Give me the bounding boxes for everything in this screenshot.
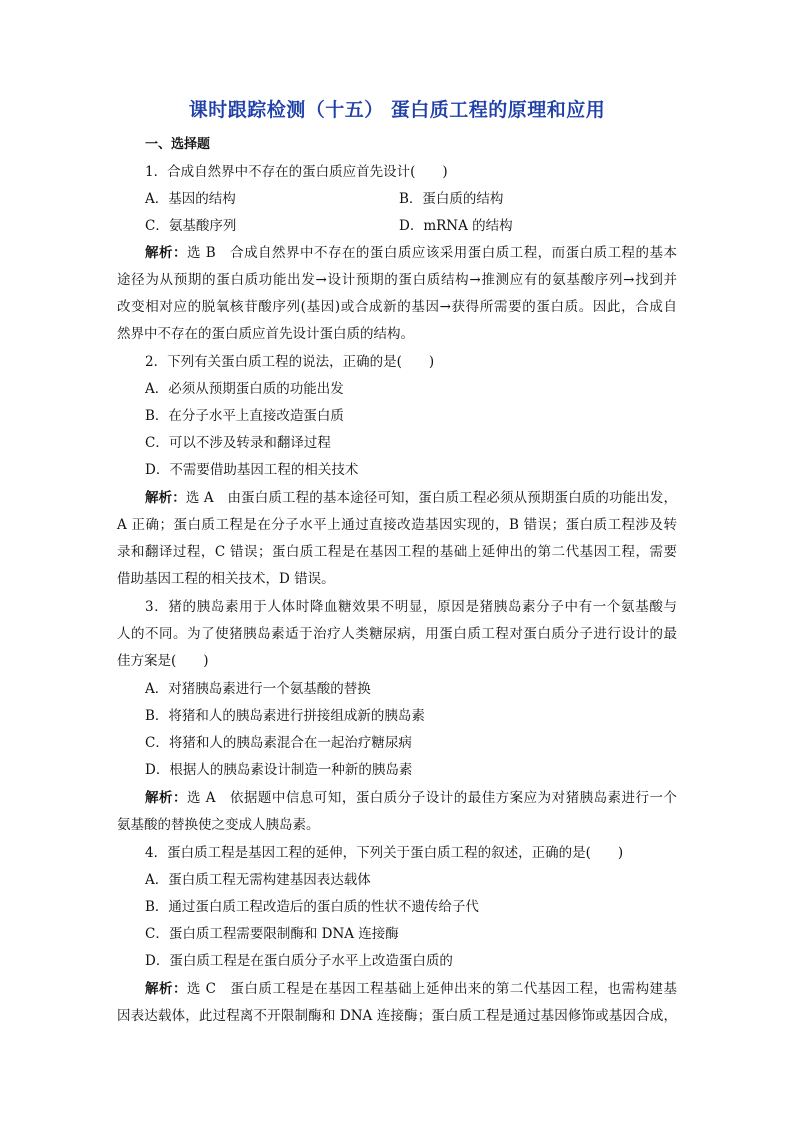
q2-stem: 2．下列有关蛋白质工程的说法，正确的是( ) [145, 354, 435, 370]
q2-option-c: C．可以不涉及转录和翻译过程 [145, 435, 331, 451]
section-heading: 一、选择题 [145, 137, 211, 152]
q1-analysis-line-3: 改变相对应的脱氧核苷酸序列(基因)或合成新的基因→获得所需要的蛋白质。因此，合成自 [117, 299, 677, 315]
q1-option-b: B．蛋白质的结构 [399, 191, 504, 207]
q3-analysis-label: 解析： [145, 790, 187, 806]
q3-option-c: C．将猪和人的胰岛素混合在一起治疗糖尿病 [145, 735, 412, 751]
q4-option-a: A．蛋白质工程无需构建基因表达载体 [145, 872, 371, 888]
q1-analysis-text-1: 选 B 合成自然界中不存在的蛋白质应该采用蛋白质工程，而蛋白质工程的基本 [186, 245, 678, 261]
q4-analysis-line-2: 因表达载体，此过程离不开限制酶和 DNA 连接酶；蛋白质工程是通过基因修饰或基因合成， [117, 1008, 677, 1024]
q2-option-b: B．在分子水平上直接改造蛋白质 [145, 408, 344, 424]
q3-option-d: D．根据人的胰岛素设计制造一种新的胰岛素 [145, 762, 413, 778]
q2-analysis-line-4: 借助基因工程的相关技术，D 错误。 [117, 571, 335, 587]
q3-analysis-text-1: 选 A 依据题中信息可知，蛋白质分子设计的最佳方案应为对猪胰岛素进行一个 [186, 790, 678, 806]
q2-analysis-line-3: 录和翻译过程，C 错误；蛋白质工程是在基因工程的基础上延伸出的第二代基因工程，需要 [117, 544, 677, 560]
q3-stem-line-2: 人的不同。为了使猪胰岛素适于治疗人类糖尿病，用蛋白质工程对蛋白质分子进行设计的最 [117, 626, 677, 642]
q3-option-b: B．将猪和人的胰岛素进行拼接组成新的胰岛素 [145, 708, 425, 724]
q1-analysis-line-2: 途径为从预期的蛋白质功能出发→设计预期的蛋白质结构→推测应有的氨基酸序列→找到并 [117, 272, 677, 288]
q1-option-d: D．mRNA 的结构 [399, 218, 513, 234]
q3-stem-line-1: 3．猪的胰岛素用于人体时降血糖效果不明显，原因是猪胰岛素分子中有一个氨基酸与 [145, 599, 677, 615]
q2-analysis-label: 解析： [145, 490, 186, 506]
q2-analysis-line-1 [145, 489, 677, 507]
q1-stem: 1．合成自然界中不存在的蛋白质应首先设计( ) [145, 164, 448, 180]
q4-option-d: D．蛋白质工程是在蛋白质分子水平上改造蛋白质的 [145, 953, 453, 969]
q1-analysis-line-1 [145, 244, 677, 262]
q2-option-d: D．不需要借助基因工程的相关技术 [145, 462, 359, 478]
q2-option-a: A．必须从预期蛋白质的功能出发 [145, 381, 344, 397]
q3-option-a: A．对猪胰岛素进行一个氨基酸的替换 [145, 681, 371, 697]
q4-option-b: B．通过蛋白质工程改造后的蛋白质的性状不遗传给子代 [145, 899, 479, 915]
q4-stem: 4．蛋白质工程是基因工程的延伸，下列关于蛋白质工程的叙述，正确的是( ) [145, 845, 624, 861]
q3-analysis-line-1 [145, 789, 677, 807]
q1-option-a: A．基因的结构 [145, 191, 236, 207]
q2-analysis-line-2: A 正确；蛋白质工程是在分子水平上通过直接改造基因实现的，B 错误；蛋白质工程涉及转 [117, 517, 677, 533]
q4-option-c: C．蛋白质工程需要限制酶和 DNA 连接酶 [145, 926, 399, 942]
q1-option-c: C．氨基酸序列 [145, 218, 237, 234]
q4-analysis-line-1 [145, 980, 677, 998]
q3-analysis-line-2: 氨基酸的替换使之变成人胰岛素。 [117, 817, 320, 833]
q4-analysis-text-1: 选 C 蛋白质工程是在基因工程基础上延伸出来的第二代基因工程，也需构建基 [186, 981, 678, 997]
q3-stem-line-3: 佳方案是( ) [117, 653, 209, 669]
q1-analysis-line-4: 然界中不存在的蛋白质应首先设计蛋白质的结构。 [117, 326, 414, 342]
page-title: 课时跟踪检测（十五） 蛋白质工程的原理和应用 [188, 99, 606, 121]
q4-analysis-label: 解析： [145, 981, 187, 997]
q2-analysis-text-1: 选 A 由蛋白质工程的基本途径可知，蛋白质工程必须从预期蛋白质的功能出发， [185, 490, 678, 506]
q1-analysis-label: 解析： [145, 245, 187, 261]
